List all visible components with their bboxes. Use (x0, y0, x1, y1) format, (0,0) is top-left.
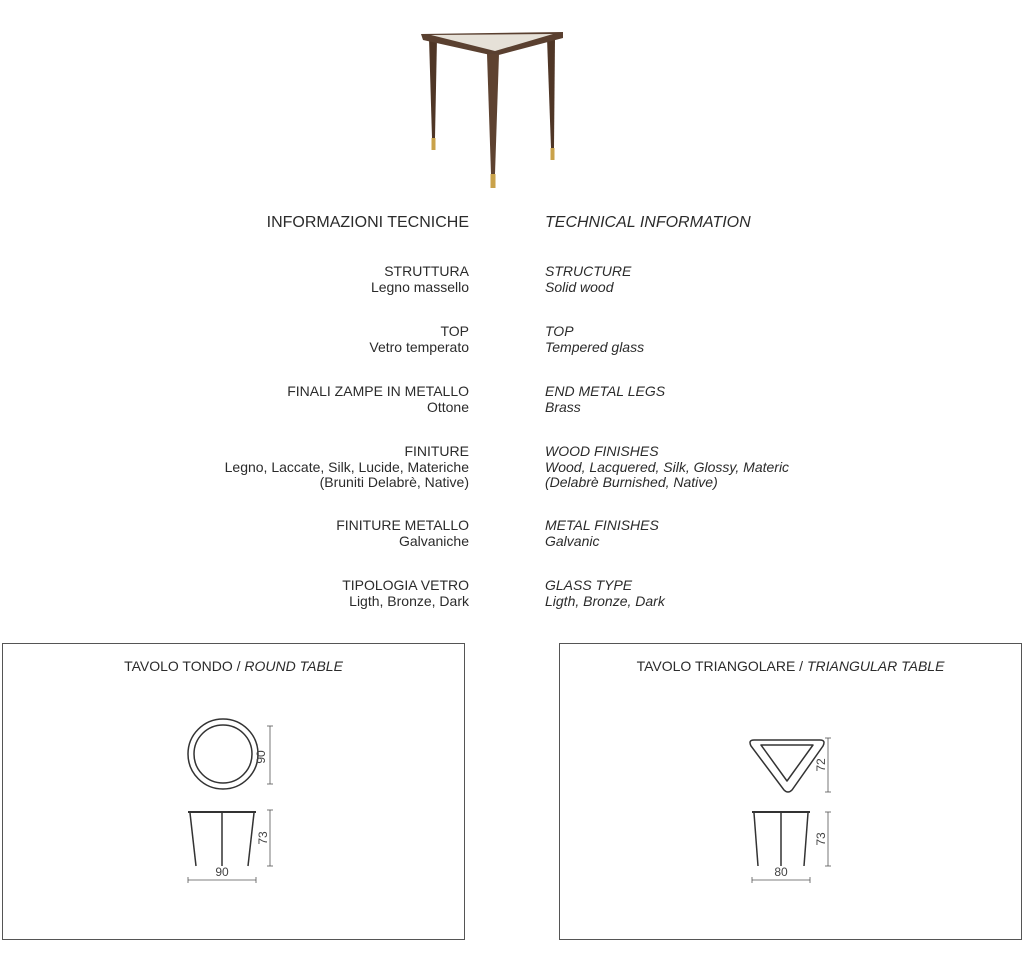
triangular-height-label: 73 (814, 832, 828, 846)
round-height-label: 73 (256, 831, 270, 845)
spec-value-en: Brass (545, 398, 581, 415)
spec-label-it: STRUTTURA (384, 263, 469, 279)
header-title-en: TECHNICAL INFORMATION (545, 214, 751, 231)
spec-value-en: Wood, Lacquered, Silk, Glossy, Materic (545, 458, 790, 475)
triangular-table-side-view (746, 802, 846, 892)
spec-label-it: TIPOLOGIA VETRO (342, 577, 469, 593)
spec-label-en: END METAL LEGS (545, 383, 666, 399)
spec-label-en: TOP (545, 323, 574, 339)
triangular-width-label: 80 (774, 865, 788, 879)
spec-value-it: Ottone (426, 398, 469, 415)
spec-value-en: (Delabrè Burnished, Native) (545, 474, 718, 490)
header-title-it: INFORMAZIONI TECNICHE (266, 214, 469, 231)
spec-value-it: (Bruniti Delabrè, Native) (319, 474, 469, 490)
spec-value-en: Solid wood (545, 278, 614, 295)
spec-label-en: STRUCTURE (545, 263, 632, 279)
round-width-label: 90 (215, 865, 229, 879)
spec-value-it: Vetro temperato (369, 338, 469, 355)
triangular-depth-label: 72 (814, 758, 828, 772)
title-separator: / (795, 658, 807, 674)
round-table-side-view (178, 802, 298, 892)
triangular-table-plan-view (746, 732, 846, 802)
round-table-drawing-box (2, 643, 465, 940)
spec-label-en: GLASS TYPE (545, 577, 633, 593)
spec-value-en: Ligth, Bronze, Dark (545, 592, 665, 609)
round-table-plan-view (178, 718, 298, 798)
spec-label-it: FINALI ZAMPE IN METALLO (287, 383, 469, 399)
spec-value-en: Galvanic (545, 532, 600, 549)
round-table-title-en: ROUND TABLE (244, 658, 343, 674)
spec-label-it: FINITURE METALLO (336, 517, 469, 533)
spec-value-it: Ligth, Bronze, Dark (349, 592, 469, 609)
spec-value-en: Tempered glass (545, 338, 645, 355)
spec-label-it: TOP (440, 323, 469, 339)
triangular-table-product-image (415, 26, 575, 196)
spec-label-it: FINITURE (404, 443, 469, 459)
round-table-title-it: TAVOLO TONDO (124, 658, 233, 674)
spec-value-it: Legno massello (370, 278, 469, 295)
spec-value-it: Galvaniche (398, 532, 469, 549)
spec-value-it: Legno, Laccate, Silk, Lucide, Materiche (224, 458, 469, 475)
triangular-table-drawing-box (559, 643, 1022, 940)
spec-label-en: METAL FINISHES (545, 517, 659, 533)
triangular-table-title-it: TAVOLO TRIANGOLARE (636, 658, 796, 674)
round-table-title (3, 658, 464, 674)
triangular-table-title-en: TRIANGULAR TABLE (806, 658, 945, 674)
spec-label-en: WOOD FINISHES (545, 443, 659, 459)
round-diameter-label: 90 (254, 750, 268, 764)
triangular-table-title (560, 658, 1021, 674)
title-separator: / (232, 658, 245, 674)
